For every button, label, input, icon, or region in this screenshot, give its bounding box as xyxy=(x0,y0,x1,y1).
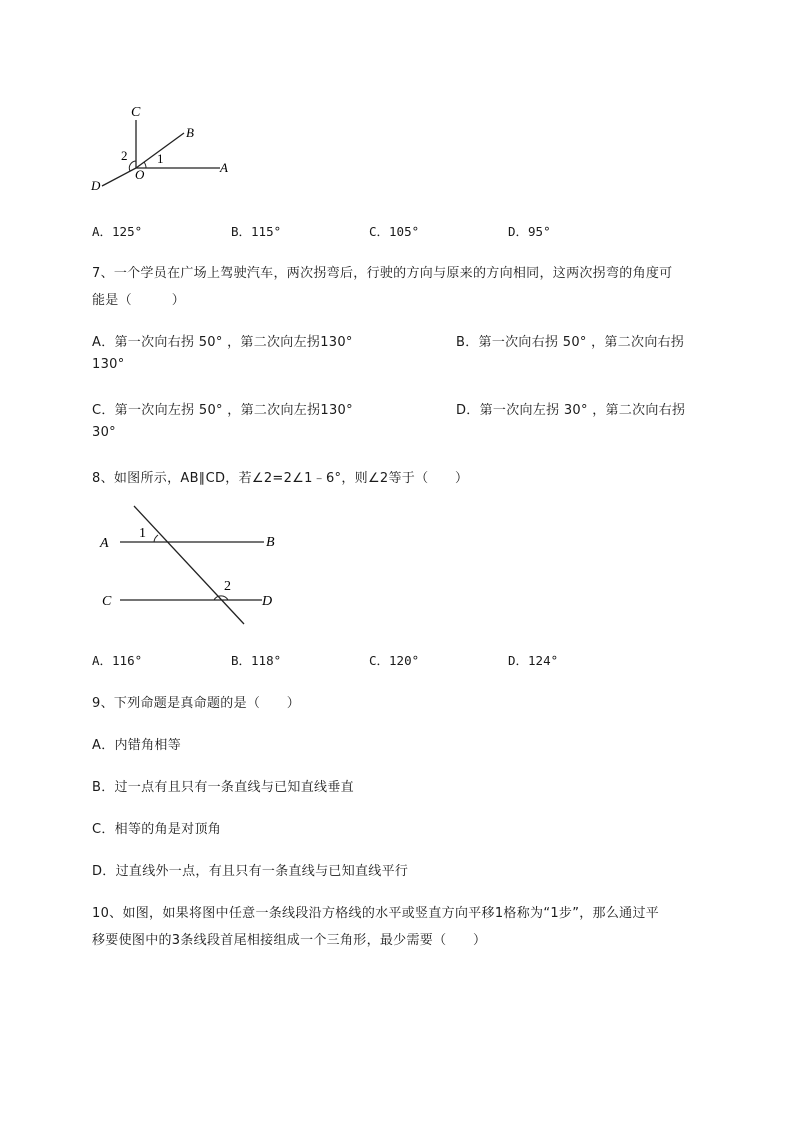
label-angle-1: 1 xyxy=(157,151,164,166)
angle-figure-q6 xyxy=(88,98,248,198)
q10-stem-line2: 移要使图中的3条线段首尾相接组成一个三角形，最少需要（ ） xyxy=(92,933,487,948)
label-angle-2: 2 xyxy=(121,148,128,163)
q8-stem: 8、如图所示，AB∥CD，若∠2=2∠1﹣6°，则∠2等于（ ） xyxy=(92,471,469,486)
label-c: C xyxy=(102,594,112,609)
q7-option-a[interactable]: A．第一次向右拐 50° ，第二次向左拐130° xyxy=(92,335,353,350)
q6-option-d[interactable]: D．95° xyxy=(508,224,551,239)
q6-option-a[interactable]: A．125° xyxy=(92,224,143,239)
q8-option-a[interactable]: A．116° xyxy=(92,653,143,668)
label-angle-2: 2 xyxy=(224,579,231,594)
parallel-lines-figure-q8 xyxy=(96,500,286,630)
q6-option-b[interactable]: B．115° xyxy=(231,224,282,239)
label-angle-1: 1 xyxy=(139,526,146,541)
q9-option-b[interactable]: B．过一点有且只有一条直线与已知直线垂直 xyxy=(92,780,354,795)
q7-option-c[interactable]: C．第一次向左拐 50° ，第二次向左拐130° xyxy=(92,403,353,418)
q7-stem-line2: 能是（ ） xyxy=(92,293,186,308)
q8-option-b[interactable]: B．118° xyxy=(231,653,282,668)
q10-stem-line1: 10、如图，如果将图中任意一条线段沿方格线的水平或竖直方向平移1格称为“1步”，那么通过平 xyxy=(92,906,660,921)
q9-option-d[interactable]: D．过直线外一点，有且只有一条直线与已知直线平行 xyxy=(92,864,409,879)
q7-option-b-cont: 130° xyxy=(92,357,125,372)
q8-option-c[interactable]: C．120° xyxy=(369,653,420,668)
label-d: D xyxy=(262,594,273,609)
q8-option-d[interactable]: D．124° xyxy=(508,653,559,668)
transversal xyxy=(134,506,244,624)
ray-od xyxy=(102,168,136,186)
label-d: D xyxy=(91,178,101,193)
q6-option-c[interactable]: C．105° xyxy=(369,224,420,239)
q7-option-d[interactable]: D．第一次向左拐 30° ，第二次向右拐 xyxy=(456,403,686,418)
label-c: C xyxy=(131,105,141,120)
q7-option-d-cont: 30° xyxy=(92,425,116,440)
label-a: A xyxy=(100,536,109,551)
label-b: B xyxy=(186,125,194,140)
q9-option-c[interactable]: C．相等的角是对顶角 xyxy=(92,822,222,837)
label-a: A xyxy=(220,160,228,175)
label-o: O xyxy=(135,167,145,182)
q9-option-a[interactable]: A．内错角相等 xyxy=(92,738,181,753)
angle-arc-1 xyxy=(154,535,158,542)
label-b: B xyxy=(266,535,275,550)
q7-stem-line1: 7、一个学员在广场上驾驶汽车，两次拐弯后，行驶的方向与原来的方向相同，这两次拐弯的角度可 xyxy=(92,266,673,281)
q7-option-b[interactable]: B．第一次向右拐 50° ，第二次向右拐 xyxy=(456,335,685,350)
q9-stem: 9、下列命题是真命题的是（ ） xyxy=(92,696,301,711)
